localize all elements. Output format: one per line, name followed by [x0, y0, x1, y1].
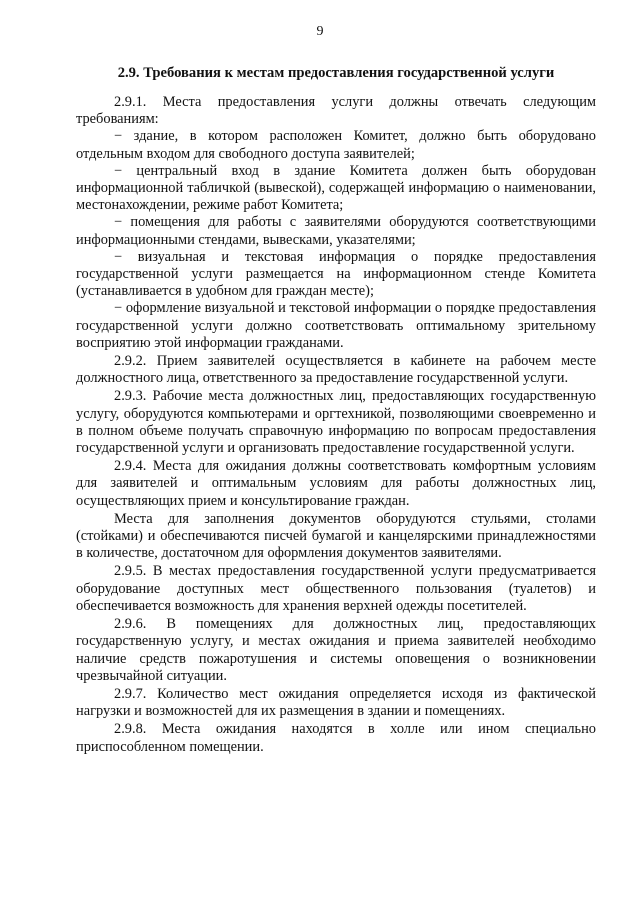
- paragraph-2-9-7: 2.9.7. Количество мест ожидания определяется исходя из фактической нагрузки и возможностей для их размещения в здании и помещениях.: [76, 685, 596, 720]
- paragraph-2-9-2: 2.9.2. Прием заявителей осуществляется в кабинете на рабочем месте должностного лица, ответственного за предоставление государственной услуги.: [76, 353, 596, 387]
- requirement-item-info-design: − оформление визуальной и текстовой информации о порядке предоставления государственной услуги должно соответствовать оптимальному зрительному восприятию этой информации гражданами.: [76, 300, 596, 351]
- document-body: [76, 94, 596, 756]
- paragraph-2-9-1: 2.9.1. Места предоставления услуги должны отвечать следующим требованиям:: [76, 94, 596, 128]
- requirement-item-entrance-sign: − центральный вход в здание Комитета должен быть оборудован информационной табличкой (вывеской), содержащей информацию о наименовании, местонахождении, режиме работ Комитета;: [76, 162, 596, 214]
- section-heading: 2.9. Требования к местам предоставления государственной услуги: [117, 65, 555, 81]
- requirement-item-info-stand: − визуальная и текстовая информация о порядке предоставления государственной услуги размещается на информационном стенде Комитета (устанавливается в удобном для граждан месте);: [76, 248, 596, 300]
- paragraph-2-9-3: 2.9.3. Рабочие места должностных лиц, предоставляющих государственную услугу, оборудуются компьютерами и оргтехникой, позволяющими своевременно и в полном объеме получать справочную информацию по вопросам предоставления государственной услуги и организовать предоставление государственной услуги.: [76, 388, 596, 457]
- paragraph-2-9-8: 2.9.8. Места ожидания находятся в холле или ином специально приспособленном помещении.: [76, 721, 596, 755]
- paragraph-2-9-6: 2.9.6. В помещениях для должностных лиц, предоставляющих государственную услугу, и местах ожидания и приема заявителей необходимо наличие средств пожаротушения и системы оповещения о возникновении чрезвычайной ситуации.: [76, 616, 596, 684]
- paragraph-2-9-4: 2.9.4. Места для ожидания должны соответствовать комфортным условиям для заявителей и оптимальным условиям для работы должностных лиц, осуществляющих прием и консультирование граждан.: [76, 458, 596, 509]
- page-number: 9: [316, 24, 324, 39]
- requirement-item-building: − здание, в котором расположен Комитет, должно быть оборудовано отдельным входом для свободного доступа заявителей;: [76, 128, 596, 162]
- requirement-item-rooms: − помещения для работы с заявителями оборудуются соответствующими информационными стендами, вывесками, указателями;: [76, 214, 596, 248]
- paragraph-2-9-5: 2.9.5. В местах предоставления государственной услуги предусматривается оборудование доступных мест общественного пользования (туалетов) и обеспечивается возможность для хранения верхней одежды посетителей.: [76, 563, 596, 614]
- paragraph-document-filling-places: Места для заполнения документов оборудуются стульями, столами (стойками) и обеспечиваются писчей бумагой и канцелярскими принадлежностями в количестве, достаточном для оформления документов заявителями.: [76, 510, 596, 562]
